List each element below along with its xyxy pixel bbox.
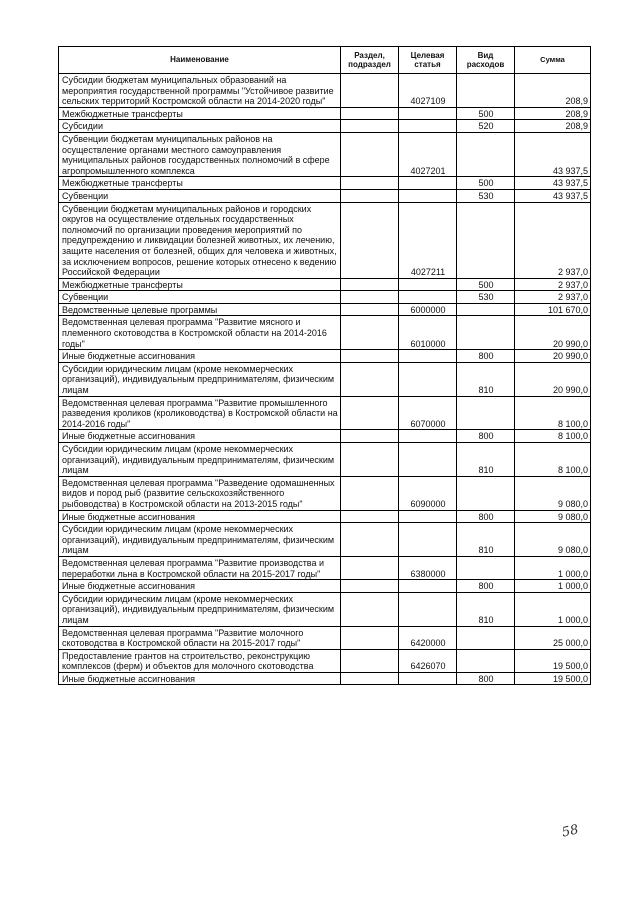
cell-amount: 25 000,0 [515,626,591,649]
cell-kind: 530 [457,291,515,304]
cell-amount: 19 500,0 [515,672,591,685]
handwritten-page-number: 58 [560,822,580,841]
cell-name: Субсидии юридическим лицам (кроме некоммерческих организаций), индивидуальным предпринимателям, физическим лицам [59,523,341,557]
cell-amount: 2 937,0 [515,202,591,278]
cell-section [341,202,399,278]
cell-section [341,350,399,363]
header-target: Целевая статья [399,47,457,74]
cell-amount: 43 937,5 [515,189,591,202]
cell-target: 4027201 [399,132,457,176]
cell-name: Субвенции [59,189,341,202]
cell-amount: 2 937,0 [515,291,591,304]
cell-name: Иные бюджетные ассигнования [59,430,341,443]
cell-target [399,189,457,202]
table-row [59,189,591,202]
table-row [59,350,591,363]
table-row [59,672,591,685]
cell-name: Иные бюджетные ассигнования [59,510,341,523]
cell-target: 6426070 [399,649,457,672]
table-row [59,132,591,176]
cell-amount: 1 000,0 [515,556,591,579]
cell-section [341,316,399,350]
cell-target: 6090000 [399,476,457,510]
cell-name: Субвенции бюджетам муниципальных районов и городских округов на осуществление отдельных государственных полномочий по организации проведения мероприятий по предупреждению и ликвидации болезней животных, их лечению, защите населения от болезней, общих для человека и животных, за исключением вопросов, решение которых отнесено к ведению Российской Федерации [59,202,341,278]
table-row [59,278,591,291]
cell-target [399,177,457,190]
cell-kind [457,132,515,176]
cell-section [341,626,399,649]
cell-name: Иные бюджетные ассигнования [59,350,341,363]
cell-amount: 9 080,0 [515,510,591,523]
cell-amount: 20 990,0 [515,362,591,396]
cell-name: Субсидии бюджетам муниципальных образований на мероприятия государственной программы "Устойчивое развитие сельских территорий Костромской области на 2014-2020 годы" [59,74,341,108]
cell-name: Субвенции [59,291,341,304]
cell-kind: 800 [457,350,515,363]
cell-name: Межбюджетные трансферты [59,278,341,291]
cell-kind: 810 [457,362,515,396]
cell-amount: 9 080,0 [515,476,591,510]
cell-name: Межбюджетные трансферты [59,107,341,120]
cell-kind [457,303,515,316]
cell-target [399,291,457,304]
cell-kind: 810 [457,443,515,477]
cell-target [399,592,457,626]
cell-name: Иные бюджетные ассигнования [59,672,341,685]
cell-name: Межбюджетные трансферты [59,177,341,190]
cell-kind: 810 [457,523,515,557]
cell-name: Ведомственная целевая программа "Развитие молочного скотоводства в Костромской области на 2015-2017 годы" [59,626,341,649]
cell-section [341,672,399,685]
cell-amount: 8 100,0 [515,430,591,443]
table-row [59,177,591,190]
cell-kind: 500 [457,177,515,190]
cell-kind: 530 [457,189,515,202]
cell-kind [457,202,515,278]
cell-name: Ведомственная целевая программа "Развитие мясного и племенного скотоводства в Костромской области на 2014-2016 годы" [59,316,341,350]
cell-name: Ведомственная целевая программа "Разведение одомашненных видов и пород рыб (развитие сельскохозяйственного рыбоводства) в Костромской области на 2013-2015 годы" [59,476,341,510]
cell-amount: 8 100,0 [515,396,591,430]
cell-section [341,189,399,202]
cell-kind [457,316,515,350]
table-body [59,74,591,685]
table-row [59,592,591,626]
cell-section [341,362,399,396]
cell-name: Ведомственная целевая программа "Развитие производства и переработки льна в Костромской области на 2015-2017 годы" [59,556,341,579]
cell-target: 6420000 [399,626,457,649]
cell-section [341,107,399,120]
table-row [59,316,591,350]
cell-kind: 500 [457,278,515,291]
cell-amount: 19 500,0 [515,649,591,672]
cell-kind: 800 [457,510,515,523]
cell-name: Предоставление грантов на строительство, реконструкцию комплексов (ферм) и объектов для молочного скотоводства [59,649,341,672]
cell-name: Субсидии [59,120,341,133]
cell-target [399,510,457,523]
cell-kind: 810 [457,592,515,626]
cell-kind [457,476,515,510]
cell-section [341,476,399,510]
cell-section [341,510,399,523]
cell-target: 6010000 [399,316,457,350]
cell-kind [457,649,515,672]
table-row [59,649,591,672]
cell-amount: 1 000,0 [515,580,591,593]
cell-target [399,120,457,133]
cell-amount: 20 990,0 [515,350,591,363]
header-amount: Сумма [515,47,591,74]
table-row [59,510,591,523]
cell-kind: 800 [457,672,515,685]
cell-amount: 208,9 [515,120,591,133]
cell-amount: 208,9 [515,74,591,108]
cell-target [399,430,457,443]
cell-section [341,303,399,316]
cell-amount: 9 080,0 [515,523,591,557]
cell-amount: 2 937,0 [515,278,591,291]
table-row [59,291,591,304]
cell-kind: 800 [457,580,515,593]
cell-target [399,278,457,291]
cell-amount: 20 990,0 [515,316,591,350]
cell-target [399,107,457,120]
table-row [59,120,591,133]
table-row [59,626,591,649]
cell-kind [457,626,515,649]
cell-section [341,556,399,579]
cell-name: Иные бюджетные ассигнования [59,580,341,593]
cell-target: 4027211 [399,202,457,278]
cell-target: 6070000 [399,396,457,430]
cell-target [399,523,457,557]
table-row [59,443,591,477]
cell-name: Ведомственная целевая программа "Развитие промышленного разведения кроликов (кролиководства) в Костромской области на 2014-2016 годы" [59,396,341,430]
cell-name: Субсидии юридическим лицам (кроме некоммерческих организаций), индивидуальным предпринимателям, физическим лицам [59,443,341,477]
cell-amount: 101 670,0 [515,303,591,316]
cell-amount: 1 000,0 [515,592,591,626]
cell-amount: 43 937,5 [515,177,591,190]
cell-section [341,74,399,108]
cell-target [399,362,457,396]
table-row [59,476,591,510]
budget-table [58,46,591,685]
cell-target: 4027109 [399,74,457,108]
cell-kind: 500 [457,107,515,120]
cell-section [341,278,399,291]
cell-target [399,350,457,363]
table-row [59,74,591,108]
document-sheet [58,46,591,685]
table-row [59,107,591,120]
cell-section [341,396,399,430]
cell-name: Субвенции бюджетам муниципальных районов на осуществление органами местного самоуправления муниципальных районов государственных полномочий в сфере агропромышленного комплекса [59,132,341,176]
cell-section [341,291,399,304]
table-header-row [59,47,591,74]
cell-section [341,177,399,190]
cell-section [341,523,399,557]
cell-kind: 520 [457,120,515,133]
table-row [59,580,591,593]
cell-section [341,443,399,477]
header-section: Раздел, подраздел [341,47,399,74]
cell-amount: 208,9 [515,107,591,120]
cell-section [341,592,399,626]
table-row [59,303,591,316]
cell-section [341,120,399,133]
cell-name: Субсидии юридическим лицам (кроме некоммерческих организаций), индивидуальным предпринимателям, физическим лицам [59,592,341,626]
table-row [59,523,591,557]
cell-kind [457,556,515,579]
table-row [59,396,591,430]
cell-section [341,580,399,593]
cell-target: 6000000 [399,303,457,316]
table-row [59,430,591,443]
cell-name: Субсидии юридическим лицам (кроме некоммерческих организаций), индивидуальным предпринимателям, физическим лицам [59,362,341,396]
cell-kind: 800 [457,430,515,443]
cell-target: 6380000 [399,556,457,579]
table-row [59,556,591,579]
header-name: Наименование [59,47,341,74]
cell-section [341,649,399,672]
cell-amount: 8 100,0 [515,443,591,477]
cell-target [399,580,457,593]
cell-kind [457,396,515,430]
cell-amount: 43 937,5 [515,132,591,176]
cell-section [341,132,399,176]
cell-target [399,443,457,477]
cell-target [399,672,457,685]
table-row [59,202,591,278]
header-kind: Вид расходов [457,47,515,74]
cell-name: Ведомственные целевые программы [59,303,341,316]
table-row [59,362,591,396]
cell-kind [457,74,515,108]
cell-section [341,430,399,443]
